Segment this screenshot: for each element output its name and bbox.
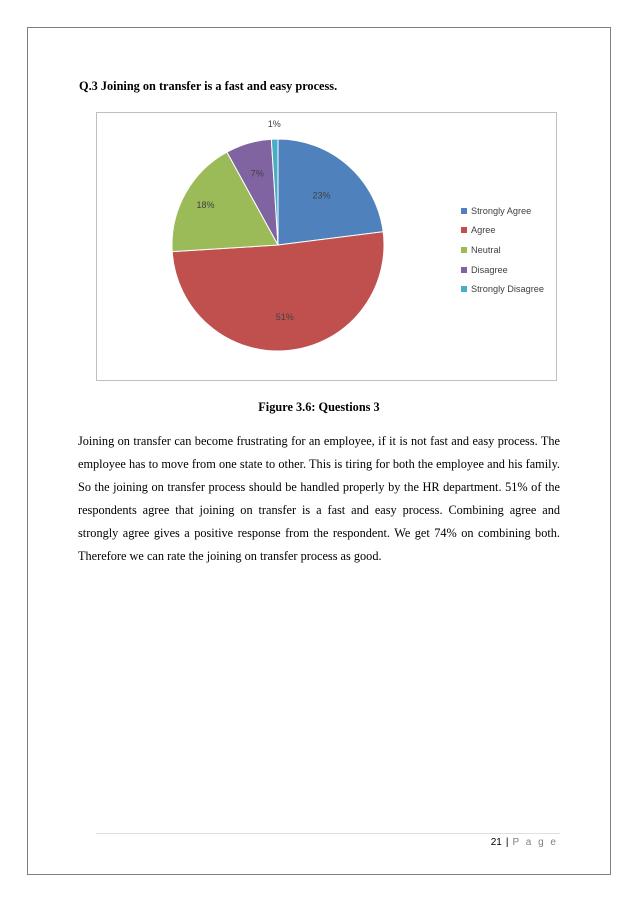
data-label-strongly-agree: 23% bbox=[312, 190, 331, 201]
legend-label: Disagree bbox=[471, 264, 508, 275]
chart-legend bbox=[461, 201, 544, 299]
data-label-disagree: 7% bbox=[250, 168, 264, 179]
legend-swatch bbox=[461, 247, 467, 253]
legend-swatch bbox=[461, 227, 467, 233]
legend-item bbox=[461, 221, 544, 241]
legend-label: Strongly Disagree bbox=[471, 284, 545, 295]
data-label-neutral: 18% bbox=[196, 200, 215, 211]
data-label-agree: 51% bbox=[275, 311, 294, 322]
legend-label: Neutral bbox=[471, 244, 501, 255]
legend-swatch bbox=[461, 208, 467, 214]
legend-label: Agree bbox=[471, 225, 496, 236]
legend-item bbox=[461, 240, 544, 260]
legend-item bbox=[461, 201, 544, 221]
footer-divider bbox=[96, 833, 560, 834]
footer-separator: | bbox=[505, 837, 509, 848]
legend-swatch bbox=[461, 267, 467, 273]
page-number: 21 bbox=[490, 837, 502, 848]
legend-label: Strongly Agree bbox=[471, 205, 532, 216]
page-footer bbox=[491, 837, 558, 848]
question-heading: Q.3 Joining on transfer is a fast and easy process. bbox=[79, 79, 338, 93]
data-label-strongly-disagree: 1% bbox=[267, 119, 281, 130]
body-paragraph: Joining on transfer can become frustrating for an employee, if it is not fast and easy process. The employee has to move from one state to other. This is tiring for both the employee and his family. So the joining on transfer process should be handled properly by the HR department. 51% of the respondents agree that joining on transfer is a fast and easy process. Combining agree and strongly agree gives a positive response from the respondent. We get 74% on combining both. Therefore we can rate the joining on transfer process as good. bbox=[78, 434, 560, 563]
pie-slice-strongly-agree bbox=[278, 139, 383, 245]
legend-swatch bbox=[461, 286, 467, 292]
figure-caption: Figure 3.6: Questions 3 bbox=[258, 400, 380, 414]
page-word: P a g e bbox=[512, 837, 558, 848]
legend-item bbox=[461, 279, 544, 299]
legend-item bbox=[461, 260, 544, 280]
pie-chart bbox=[96, 112, 557, 381]
